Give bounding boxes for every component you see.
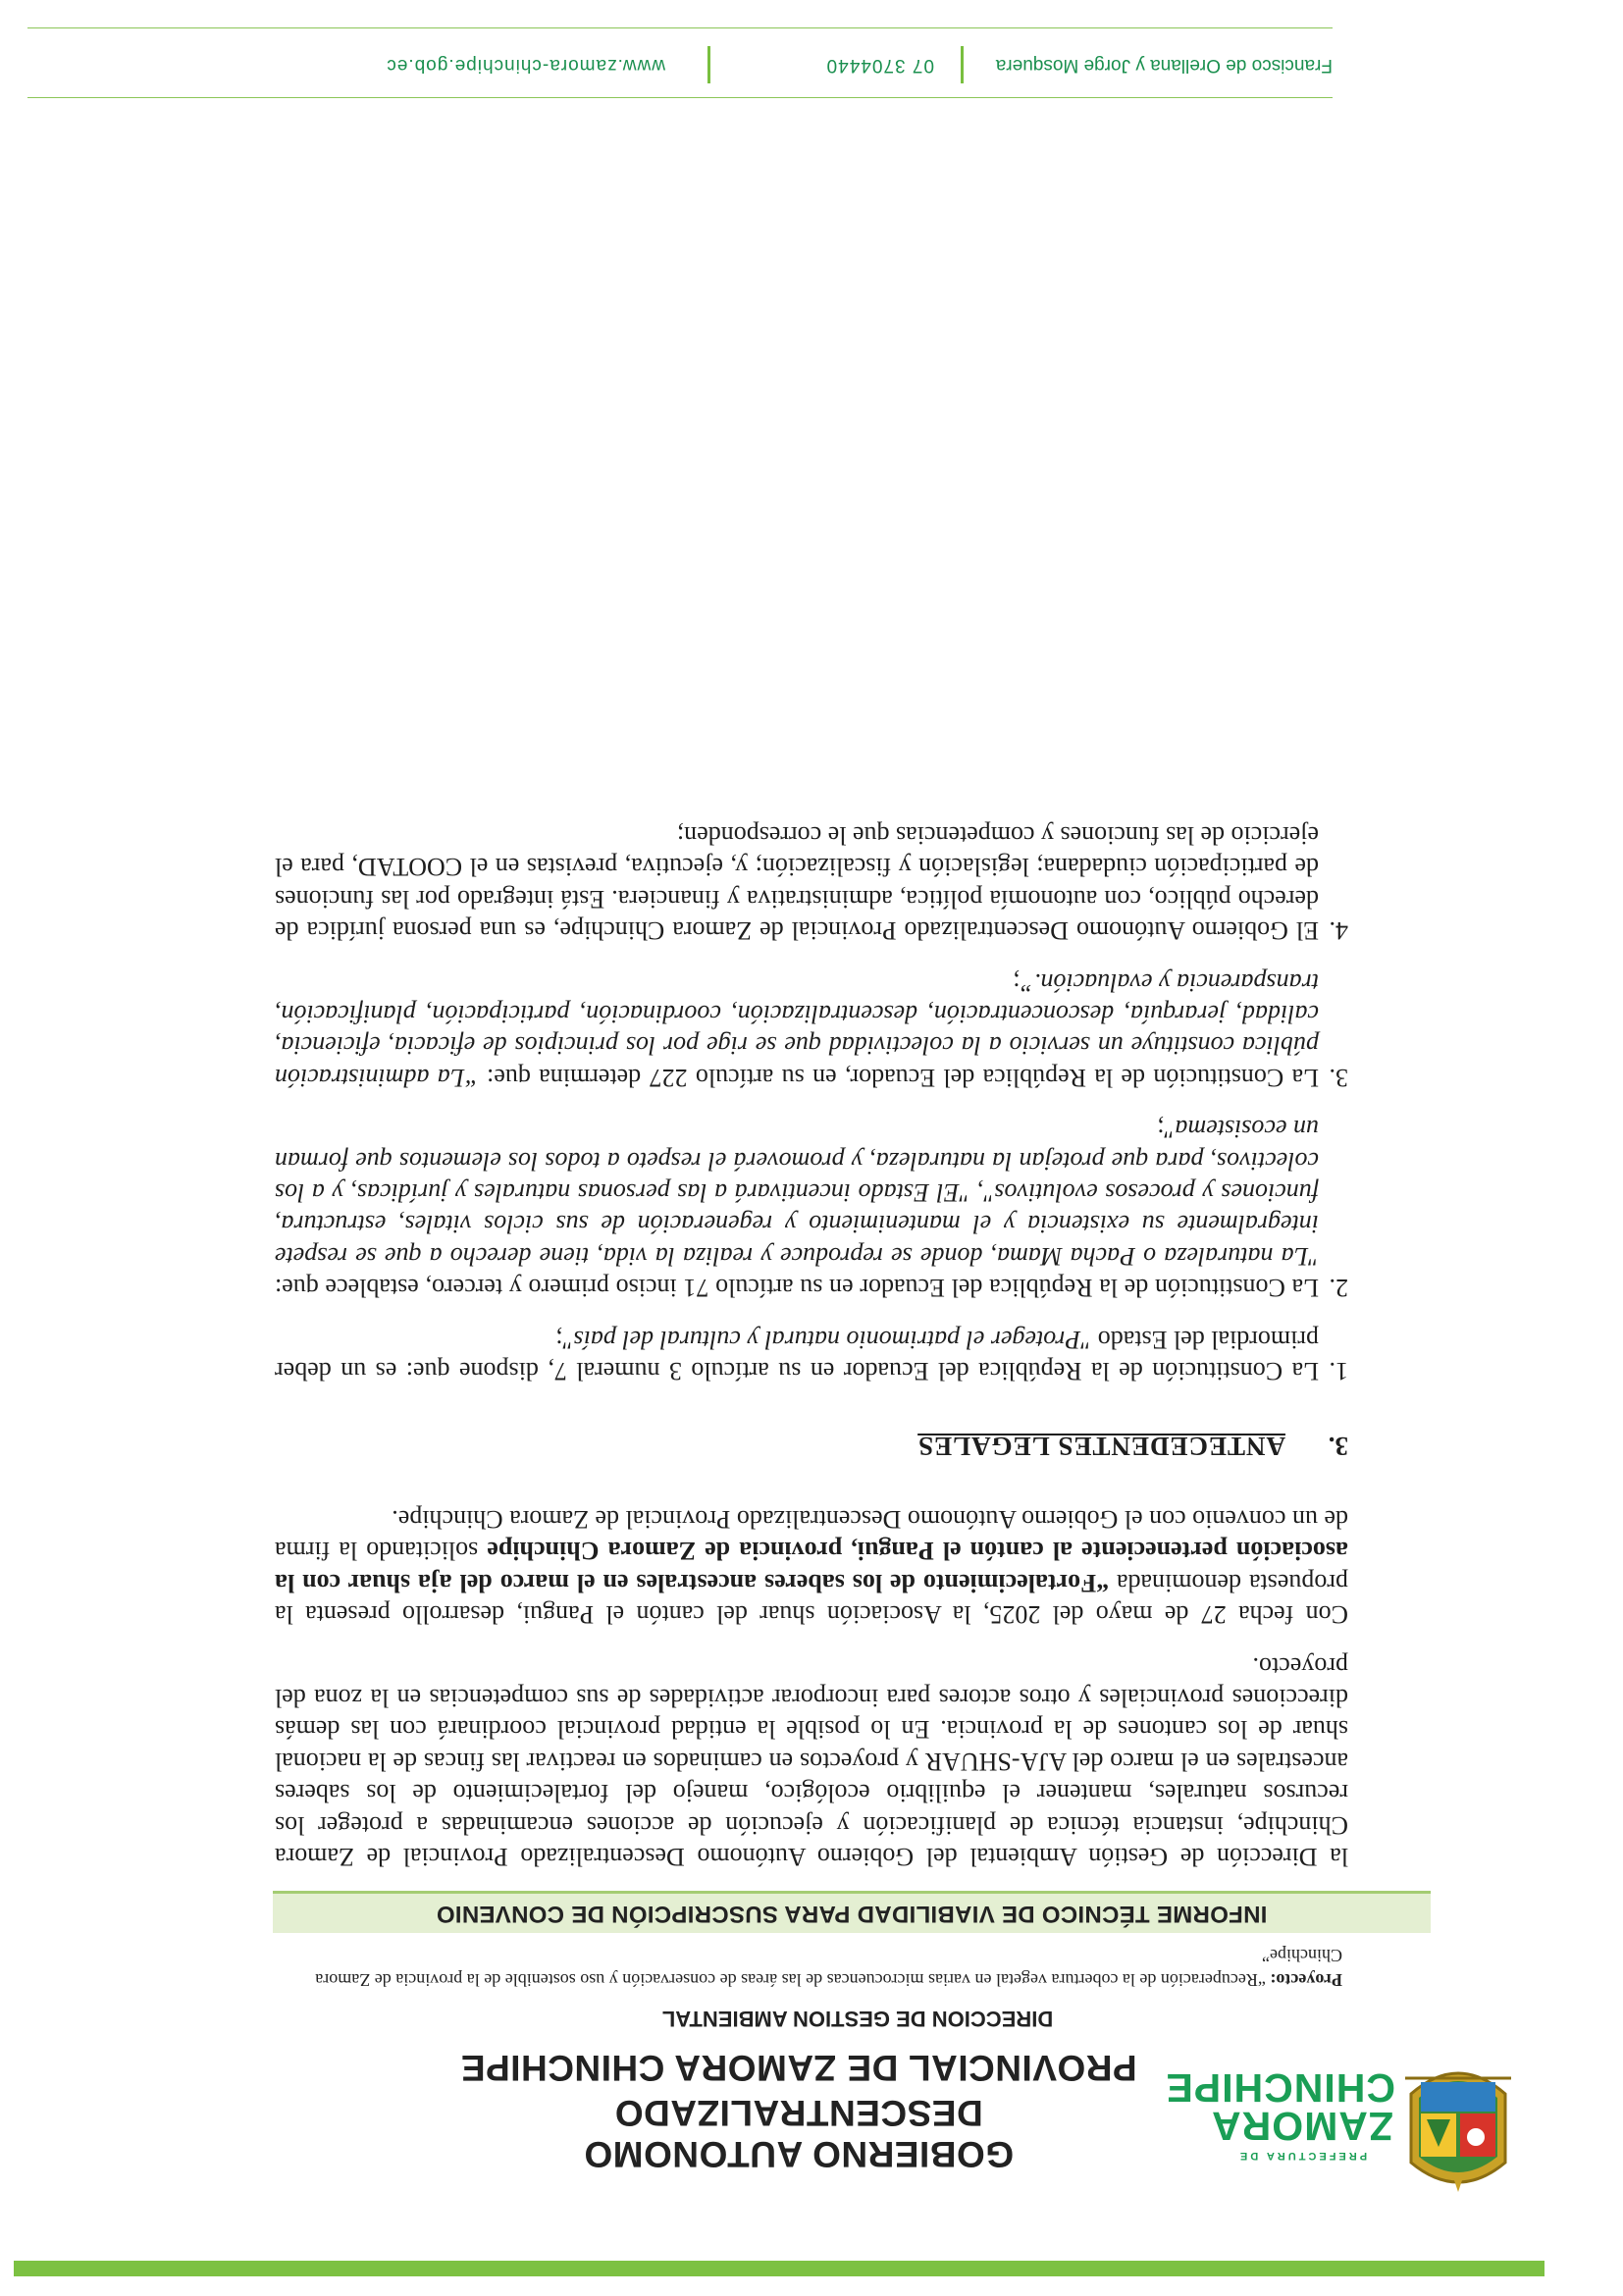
list-item-number: 4.	[1329, 916, 1348, 946]
department-name: DIRECCION DE GESTION AMBIENTAL	[661, 2007, 1054, 2031]
list-item-text	[275, 819, 1319, 947]
brand-chinchipe-text: CHINCHIPE	[1165, 2065, 1395, 2111]
footer-phone: 07 3704440	[825, 55, 934, 76]
letterhead-title-line2: PROVINCIAL DE ZAMORA CHINCHIPE	[460, 2048, 1137, 2088]
prefecture-shield-logo-icon	[1403, 2062, 1513, 2196]
list-item-text-end: ;	[555, 1325, 563, 1354]
list-item-quote: "Proteger el patrimonio natural y cultural del país"	[562, 1325, 1092, 1354]
list-item-quote: “La administración pública constituye un servicio a la colectividad que se rige por los principios de eficacia, eficiencia, calidad, jerarquía, desconcentración, descentralización, coordinación, participación, planificación, transparencia y evaluación.”	[274, 967, 1319, 1092]
list-item-text	[275, 1113, 1319, 1303]
legal-antecedents-list	[275, 819, 1348, 1387]
brand-small-text: PREFECTURA DE	[1236, 2150, 1368, 2162]
list-item-text-end: ;	[1013, 967, 1021, 997]
list-item-text-plain: La Constitución de la República del Ecuador en su artículo 71 inciso primero y tercero, establece que:	[275, 1274, 1319, 1303]
list-item	[275, 965, 1348, 1093]
list-item-text	[275, 1323, 1319, 1386]
document-body	[275, 819, 1348, 1872]
list-item-number: 1.	[1329, 1357, 1348, 1386]
list-item-text-end: ;	[1157, 1115, 1165, 1144]
intro-paragraph-2-text-b: solicitando la firma de un convenio con el Gobierno Autónomo Descentralizado Provincial de Zamora Chinchipe.	[275, 1504, 1348, 1566]
top-green-rule	[14, 2261, 1544, 2276]
intro-paragraph-2-text-a: Con fecha 27 de mayo del 2025, la Asociación shuar del cantón el Pangui, desarrollo presenta la propuesta denominada	[275, 1568, 1348, 1630]
section-title: ANTECEDENTES LEGALES	[917, 1431, 1285, 1461]
page-footer	[27, 27, 1333, 98]
list-item-text-plain: La Constitución de la República del Ecuador, en su artículo 227 determina que:	[478, 1063, 1319, 1092]
list-item-number: 3.	[1329, 1063, 1348, 1092]
report-title-band	[273, 1891, 1431, 1933]
footer-divider	[961, 46, 964, 83]
list-item	[275, 1113, 1348, 1303]
footer-divider	[707, 46, 710, 83]
intro-paragraph-1: la Dirección de Gestión Ambiental del Gobierno Autónomo Descentralizado Provincial de Zamora Chinchipe, instancia técnica de planificación y ejecución de acciones encaminadas a proteger los recursos naturales, mantener el equilibrio ecológico, manejo del fortalecimiento de los saberes ancestrales en el marco del AJA-SHUAR y proyectos en caminados en reactivar las fincas de la nacional shuar de los cantones de la provincia. En lo posible la entidad provincial coordinará con las demás direcciones provinciales y otros actores para incorporar actividades de sus competencias en la zona del proyecto.	[275, 1651, 1348, 1871]
list-item	[275, 819, 1348, 947]
list-item	[275, 1323, 1348, 1386]
letterhead-title-line1: GOBIERNO AUTONOMO DESCENTRALIZADO	[583, 2093, 1015, 2174]
list-item-number: 2.	[1329, 1274, 1348, 1303]
intro-paragraph-2-bold: “Fortalecimiento de los saberes ancestrales en el marco del aja shuar con la asociación perteneciente al cantón el Pangui, provincia de Zamora Chinchipe	[275, 1537, 1348, 1597]
prefecture-brand	[1165, 2065, 1395, 2162]
project-label: Proyecto:	[1270, 1970, 1342, 1990]
intro-paragraph-2	[275, 1503, 1348, 1631]
section-heading	[275, 1430, 1348, 1461]
footer-address: Francisco de Orellana y Jorge Mosquera	[995, 55, 1333, 76]
project-description	[273, 1943, 1342, 1992]
letterhead-title	[406, 2047, 1191, 2174]
brand-zamora-text: ZAMORA	[1211, 2104, 1393, 2149]
list-item-quote: "La naturaleza o Pacha Mama, donde se reproduce y realiza la vida, tiene derecho a que se respete integralmente su existencia y el mantenimiento y regeneración de sus ciclos vitales, estructura, funciones y procesos evolutivos", "El Estado incentivará a las personas naturales y jurídicas, y a los colectivos, para que protejan la naturaleza, y promoverá el respeto a todos los elementos que forman un ecosistema"	[275, 1115, 1319, 1271]
list-item-text	[275, 965, 1319, 1093]
footer-website-link[interactable]: www.zamora-chinchipe.gob.ec	[386, 55, 665, 76]
list-item-text-plain: La Constitución de la República del Ecuador en su artículo 3 numeral 7, dispone que: es un deber primordial del Estado	[275, 1325, 1319, 1386]
list-item-text-plain: El Gobierno Autónomo Descentralizado Provincial de Zamora Chinchipe, es una persona jurídica de derecho público, con autonomía política, administrativa y financiera. Está integrado por las funciones de participación ciudadana; legislación y fiscalización; y, ejecutiva, previstas en el COOTAD, para el ejercicio de las funciones y competencias que le corresponden;	[275, 821, 1319, 946]
section-number: 3.	[1328, 1431, 1348, 1461]
report-title: INFORME TÉCNICO DE VIABILIDAD PARA SUSCRIPCIÓN DE CONVENIO	[436, 1901, 1268, 1927]
project-text: “Recuperación de la cobertura vegetal en varias microcuencas de las áreas de conservación y uso sostenible de la provincia de Zamora Chinchipe”	[315, 1946, 1342, 1990]
